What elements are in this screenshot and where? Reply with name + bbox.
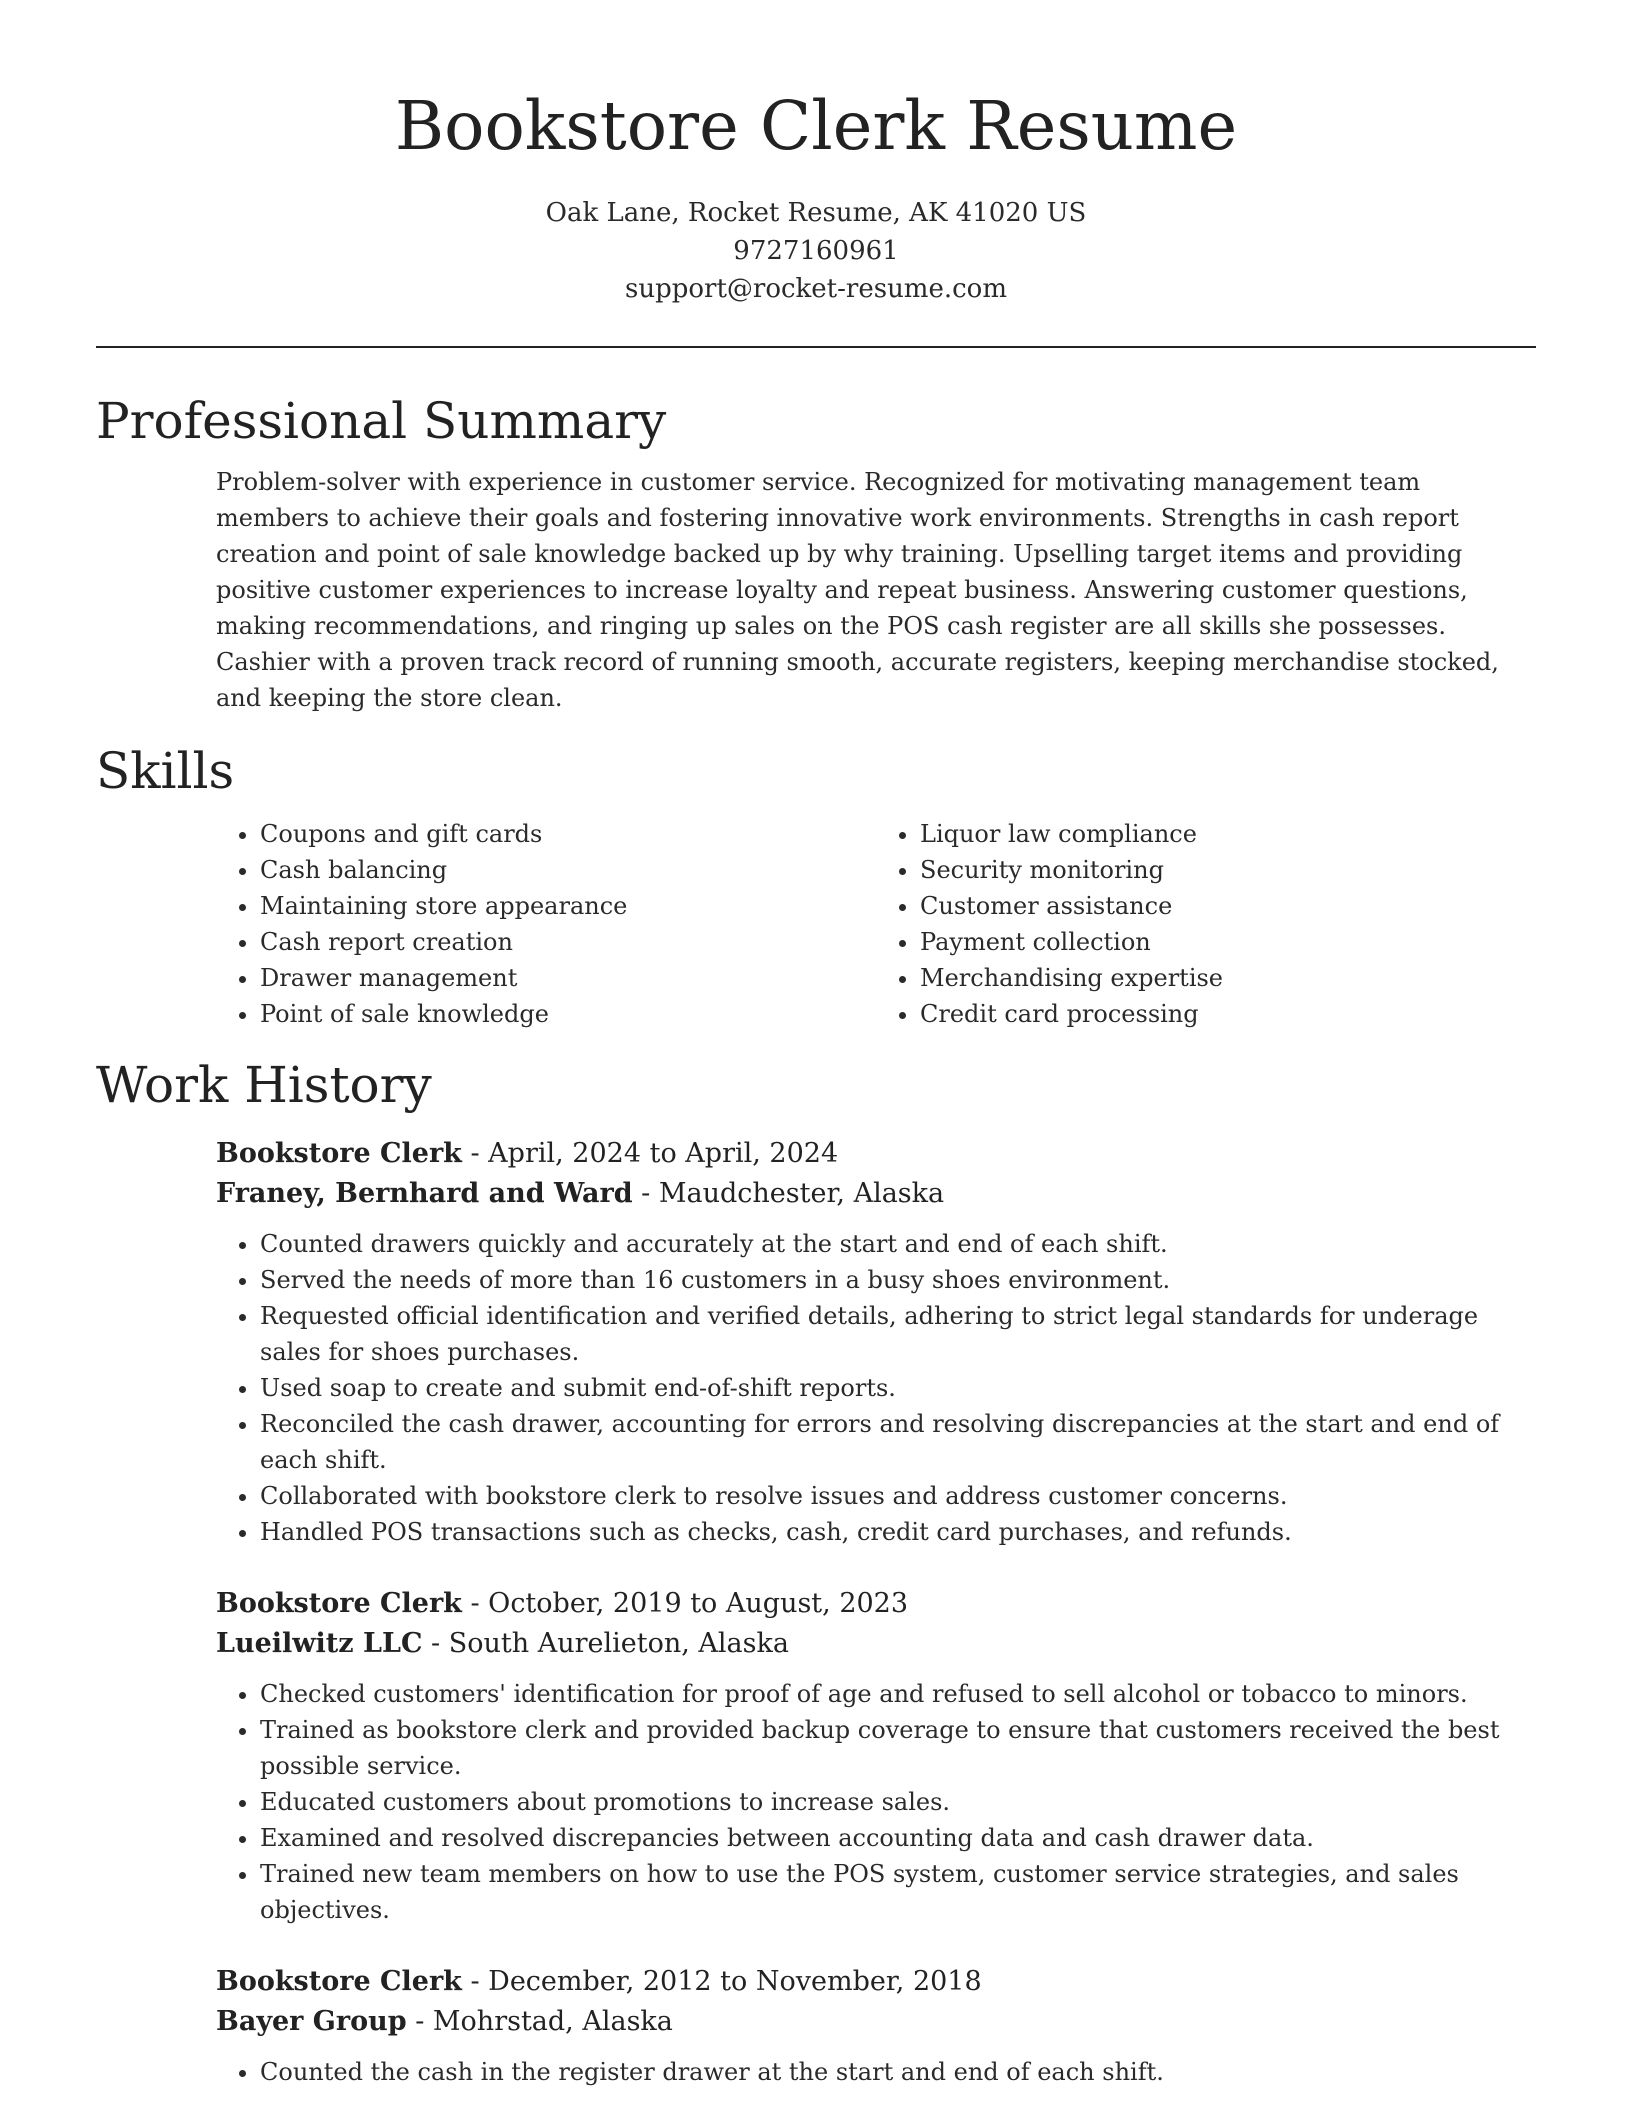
- job-bullet: • Trained as bookstore clerk and provided backup coverage to ensure that customers received the best possible service.: [260, 1712, 1536, 1784]
- job-bullet: • Handled POS transactions such as checks, cash, credit card purchases, and refunds.: [260, 1514, 1536, 1550]
- job-company: Lueilwitz LLC: [216, 1628, 423, 1659]
- phone-text: 9727160961: [733, 236, 899, 266]
- summary-text: Problem-solver with experience in customer service. Recognized for motivating management team members to achieve their goals and fostering innovative work environments. Strengths in cash report creation and point of sale knowledge backed up by why training. Upselling target items and providing positive customer experiences to increase loyalty and repeat business. Answering customer questions, making recommendations, and ringing up sales on the POS cash register are all skills she possesses. Cashier with a proven track record of running smooth, accurate registers, keeping merchandise stocked, and keeping the store clean.: [216, 468, 1499, 712]
- job-bullet: • Trained new team members on how to use the POS system, customer service strategies, and sales objectives.: [260, 1856, 1536, 1928]
- job-title-line: [216, 1584, 1536, 1624]
- job-bullet: • Counted the cash in the register drawer at the start and end of each shift.: [260, 2054, 1536, 2090]
- skills-section: [96, 740, 1536, 1032]
- job-title: Bookstore Clerk: [216, 1588, 462, 1619]
- job-bullet: • Educated customers about promotions to increase sales.: [260, 1784, 1536, 1820]
- job-bullet: • Reconciled the cash drawer, accounting for errors and resolving discrepancies at the start and end of each shift.: [260, 1406, 1536, 1478]
- professional-summary-section: [96, 390, 1536, 716]
- job-dates: - December, 2012 to November, 2018: [461, 1966, 982, 1997]
- skill-item: • Payment collection: [920, 924, 1536, 960]
- work-history-section: [96, 1054, 1536, 2090]
- address-text: Oak Lane, Rocket Resume, AK 41020 US: [545, 198, 1087, 228]
- job-bullets: [216, 2054, 1536, 2090]
- skill-item: • Drawer management: [260, 960, 876, 996]
- job-entry: [216, 1584, 1536, 1928]
- job-company-line: [216, 1174, 1536, 1214]
- section-title-summary: Professional Summary: [96, 392, 667, 450]
- job-title: Bookstore Clerk: [216, 1966, 462, 1997]
- job-title-line: [216, 1134, 1536, 1174]
- skill-item: • Customer assistance: [920, 888, 1536, 924]
- job-title-line: [216, 1962, 1536, 2002]
- job-company: Bayer Group: [216, 2006, 407, 2037]
- resume-title: Bookstore Clerk Resume: [394, 87, 1238, 165]
- job-title: Bookstore Clerk: [216, 1138, 462, 1169]
- skills-list-right: [876, 816, 1536, 1032]
- job-bullet: • Counted drawers quickly and accurately at the start and end of each shift.: [260, 1226, 1536, 1262]
- skill-item: • Cash report creation: [260, 924, 876, 960]
- job-entry: [216, 1134, 1536, 1550]
- job-company: Franey, Bernhard and Ward: [216, 1178, 633, 1209]
- job-bullet: • Examined and resolved discrepancies between accounting data and cash drawer data.: [260, 1820, 1536, 1856]
- header-divider: [96, 346, 1536, 348]
- job-location: - South Aurelieton, Alaska: [422, 1628, 789, 1659]
- job-location: - Mohrstad, Alaska: [406, 2006, 673, 2037]
- job-dates: - October, 2019 to August, 2023: [461, 1588, 909, 1619]
- job-location: - Maudchester, Alaska: [632, 1178, 945, 1209]
- job-bullet: • Collaborated with bookstore clerk to resolve issues and address customer concerns.: [260, 1478, 1536, 1514]
- job-bullets: [216, 1676, 1536, 1928]
- job-bullet: • Served the needs of more than 16 customers in a busy shoes environment.: [260, 1262, 1536, 1298]
- skills-grid: [216, 816, 1536, 1032]
- resume-header: [0, 0, 1632, 308]
- section-title-work-history: Work History: [96, 1056, 432, 1114]
- job-bullet: • Requested official identification and verified details, adhering to strict legal standards for underage sales for shoes purchases.: [260, 1298, 1536, 1370]
- skills-list-left: [216, 816, 876, 1032]
- job-entry: [216, 1962, 1536, 2090]
- skill-item: • Maintaining store appearance: [260, 888, 876, 924]
- contact-info: [0, 194, 1632, 308]
- skill-item: • Cash balancing: [260, 852, 876, 888]
- skill-item: • Credit card processing: [920, 996, 1536, 1032]
- skill-item: • Security monitoring: [920, 852, 1536, 888]
- job-company-line: [216, 1624, 1536, 1664]
- job-bullets: [216, 1226, 1536, 1550]
- section-title-skills: Skills: [96, 742, 235, 800]
- email-text: support@rocket-resume.com: [624, 274, 1007, 304]
- skill-item: • Liquor law compliance: [920, 816, 1536, 852]
- job-dates: - April, 2024 to April, 2024: [461, 1138, 839, 1169]
- skill-item: • Coupons and gift cards: [260, 816, 876, 852]
- job-company-line: [216, 2002, 1536, 2042]
- skill-item: • Merchandising expertise: [920, 960, 1536, 996]
- skill-item: • Point of sale knowledge: [260, 996, 876, 1032]
- job-bullet: • Checked customers' identification for proof of age and refused to sell alcohol or tobacco to minors.: [260, 1676, 1536, 1712]
- job-bullet: • Used soap to create and submit end-of-shift reports.: [260, 1370, 1536, 1406]
